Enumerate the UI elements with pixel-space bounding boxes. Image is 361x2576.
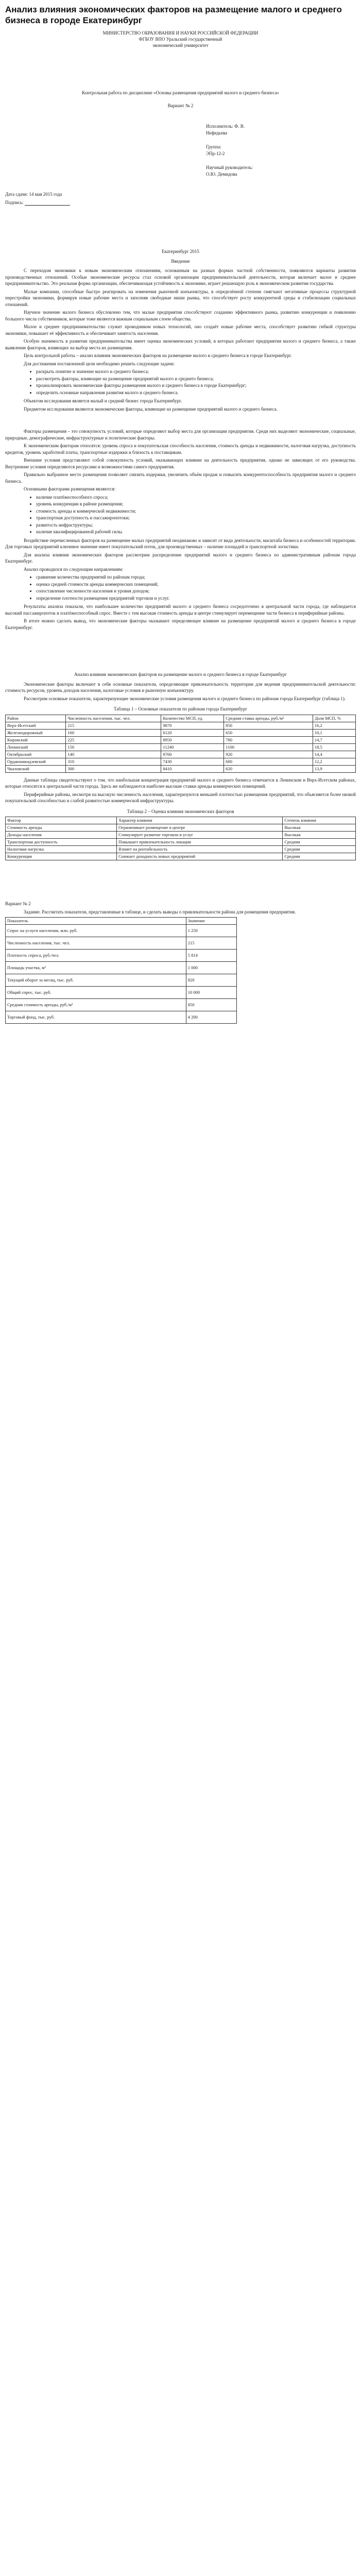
variant-label: Вариант № 2: [167, 103, 194, 108]
list-item: • наличие квалифицированной рабочей силы.: [36, 529, 356, 535]
supervisor-label: Научный руководитель:: [206, 165, 253, 170]
table-cell: Повышает привлекательность локации: [117, 839, 283, 846]
table-cell: 215: [186, 937, 236, 950]
table-cell: Транспортная доступность: [6, 839, 117, 846]
table-cell: 5 814: [186, 950, 236, 962]
list-item: • оценка средней стоимости аренды коммерческих помещений;: [36, 581, 356, 588]
table-row: [6, 824, 356, 832]
submission-date: Дата сдачи: 14 мая 2015 года: [5, 192, 62, 197]
list-item: • развитость инфраструктуры;: [36, 522, 356, 529]
signature-label: Подпись:: [5, 199, 24, 205]
table-header-cell: Значение: [186, 918, 236, 925]
section3-intro: Задание. Рассчитать показатели, представленные в таблице, и сделать выводы о привлекательности района для размещения предприятия.: [24, 909, 296, 914]
table-header-cell: Средняя ставка аренды, руб./м²: [224, 715, 313, 722]
list-item: • стоимость аренды и коммерческой недвижимости;: [36, 508, 356, 515]
section2-paragraph: Рассмотрим основные показатели, характеризующие экономические условия размещения малого и среднего бизнеса по районам города Екатеринбург (таблица 1).: [24, 696, 346, 701]
table-row: [6, 729, 356, 736]
districts-table: [5, 715, 356, 773]
intro-paragraph: Цель контрольной работы – анализ влияния экономических факторов на размещение малого и среднего бизнеса в городе Екатеринбург.: [24, 353, 292, 358]
list-item: • проанализировать экономические факторы размещения малого и среднего бизнеса в городе Екатеринбург;: [36, 382, 356, 389]
table-row: [6, 832, 356, 839]
intro-paragraph: Малое и среднее предпринимательство служит проводником новых технологий, оно создаёт новые рабочие места, способствует развитию гибкой структуры экономики, повышает её эффективность и обеспечивает занятость населения.: [5, 324, 356, 336]
table-row: [6, 853, 356, 860]
table-cell: 650: [224, 729, 313, 736]
tasks-list: [5, 368, 356, 396]
signature-block: [206, 123, 356, 178]
section1-closing: В итоге можно сделать вывод, что экономические факторы оказывают определяющее влияние на размещение предприятий малого и среднего бизнеса в городе Екатеринбург.: [5, 618, 356, 630]
table-header-cell: Район: [6, 715, 66, 722]
table-header-cell: Фактор: [6, 817, 117, 824]
supervisor-name: О.Ю. Демидова: [206, 172, 237, 177]
table1-title: Таблица 1 – Основные показатели по районам города Екатеринбург: [113, 706, 248, 711]
table-cell: Октябрьский: [6, 751, 66, 758]
table-header-cell: Доля МСП, %: [313, 715, 355, 722]
table-cell: Средняя стоимость аренды, руб./м²: [6, 999, 186, 1011]
table-cell: 300: [66, 765, 161, 772]
table-cell: 13,9: [313, 765, 355, 772]
table-row: [6, 987, 237, 999]
section2-title: Анализ влияния экономических факторов на размещение малого и среднего бизнеса в городе Екатеринбург: [74, 672, 287, 677]
table-row: [6, 1011, 237, 1024]
table-cell: 11240: [161, 743, 224, 751]
table-row: [6, 925, 237, 937]
factors-intro: Основными факторами размещения являются:: [24, 486, 116, 492]
list-item: • определение плотности размещения предприятий торговли и услуг.: [36, 595, 356, 602]
table-cell: 9870: [161, 722, 224, 729]
city-year: Екатеринбург 2015: [162, 249, 199, 254]
object-paragraph: Объектом исследования является малый и средний бизнес города Екатеринбург.: [24, 398, 182, 403]
table-cell: 8760: [161, 751, 224, 758]
table-cell: Влияет на рентабельность: [117, 846, 283, 853]
table-cell: Конкуренция: [6, 853, 117, 860]
table-cell: Доходы населения: [6, 832, 117, 839]
table-cell: 1 000: [186, 962, 236, 974]
table-row: [6, 962, 237, 974]
table-cell: Площадь участка, м²: [6, 962, 186, 974]
section2-paragraph: Периферийные районы, несмотря на высокую численность населения, характеризуются меньшей плотностью размещения предприятий, что объясняется более низкой покупательской способностью и слабой развитостью коммерческой инфраструктуры.: [5, 791, 356, 803]
table-cell: 215: [66, 722, 161, 729]
section1-paragraph: Внешние условия представляют собой совокупность условий, оказывающих влияние на деятельность предприятия, однако не зависящих от его руководства. Внутренние условия определяются ресурсами и возможностями самого предприятия.: [5, 457, 356, 469]
table-cell: 225: [66, 736, 161, 743]
table-cell: Снижает доходность новых предприятий: [117, 853, 283, 860]
table-cell: Средняя: [283, 846, 356, 853]
table-cell: 1 250: [186, 925, 236, 937]
page-title: Анализ влияния экономических факторов на размещение малого и среднего бизнеса в городе Екатеринбург: [5, 5, 342, 25]
table-header-cell: Степень влияния: [283, 817, 356, 824]
table-cell: Стимулирует развитие торговли и услуг: [117, 832, 283, 839]
table-row: [6, 846, 356, 853]
table-row: [6, 839, 356, 846]
table-cell: Высокая: [283, 832, 356, 839]
table-row: [6, 751, 356, 758]
table-cell: 8410: [161, 765, 224, 772]
ministry-line: экономический университет: [152, 43, 209, 48]
intro-title: Введение: [171, 258, 190, 264]
table-cell: Текущий оборот за месяц, тыс. руб.: [6, 974, 186, 987]
table-cell: Кировский: [6, 736, 66, 743]
table-cell: 7430: [161, 758, 224, 765]
table-cell: 780: [224, 736, 313, 743]
table-cell: Верх-Исетский: [6, 722, 66, 729]
table-cell: Железнодорожный: [6, 729, 66, 736]
table-header-cell: Показатель: [6, 918, 186, 925]
table-cell: Общий спрос, тыс. руб.: [6, 987, 186, 999]
table-cell: Налоговая нагрузка: [6, 846, 117, 853]
table-row: [6, 950, 237, 962]
table-cell: 920: [224, 751, 313, 758]
table-header-cell: Количество МСП, ед.: [161, 715, 224, 722]
intro-paragraph: Особую значимость в развитии предпринимательства имеет оценка экономических условий, в которых работают предприятия малого и среднего бизнеса, а также выявление факторов, влияющих на выбор места их размещения.: [5, 338, 356, 350]
list-item: • сравнение количества предприятий по районам города;: [36, 574, 356, 581]
tasks-intro: Для достижения поставленной цели необходимо решить следующие задачи:: [24, 361, 175, 366]
table-cell: 850: [224, 722, 313, 729]
signature-line: [5, 199, 356, 206]
intro-paragraph: Научное значение малого бизнеса обусловлено тем, что малые предприятия способствуют созданию эффективного рынка, развитию конкуренции и появлению большого числа собственников, которые тоже являются важным социальным слоем общества.: [5, 310, 356, 321]
table2-title: Таблица 2 – Оценка влияния экономических факторов: [127, 808, 234, 814]
ministry-block: [5, 30, 356, 48]
table-cell: 14,7: [313, 736, 355, 743]
table-cell: 1100: [224, 743, 313, 751]
table-row: [6, 765, 356, 772]
table-cell: Спрос на услуги населения, млн. руб.: [6, 925, 186, 937]
table-cell: 6120: [161, 729, 224, 736]
table-cell: 14,4: [313, 751, 355, 758]
table-cell: 620: [224, 765, 313, 772]
list-item: • уровень конкуренции в районе размещения;: [36, 501, 356, 507]
table-cell: Чкаловский: [6, 765, 66, 772]
table-cell: 18,5: [313, 743, 355, 751]
list-item: • наличие платёжеспособного спроса;: [36, 494, 356, 501]
table-cell: 820: [186, 974, 236, 987]
document-page: [0, 0, 361, 1040]
table-cell: 10 000: [186, 987, 236, 999]
table-header-cell: Численность населения, тыс. чел.: [66, 715, 161, 722]
intro-paragraph: С переходом экономики к новым экономическим отношениям, основанным на разных формах частной собственности, появляются варианты развития производственных отношений. Особые экономические ресурсы стал основой организации предпринимательской деятельности, которая включает малое и среднее предпринимательство. Это реальная форма организации, обеспечивающая устойчивость к экономике, играет решающую роль в экономическом развитии государства.: [5, 268, 356, 286]
section3-variant: Вариант № 2: [5, 901, 31, 906]
intro-paragraph: Малые компании, способные быстро реагировать на изменения рыночной конъюнктуры, в определённой степени смягчают негативные процессы структурной перестройки экономики, формируя новые рабочие места и заполняя свободные ниши рынка, что способствует росту конкурентной среды и стабилизации социальных отношений.: [5, 289, 356, 307]
table-cell: Численность населения, тыс. чел.: [6, 937, 186, 950]
analysis-intro: Анализ проводился по следующим направлениям:: [24, 566, 124, 572]
subject-paragraph: Предметом исследования являются экономические факторы, влияющие на размещение предприятий малого и среднего бизнеса.: [24, 406, 278, 412]
table-cell: 140: [66, 751, 161, 758]
table-cell: Ленинский: [6, 743, 66, 751]
section1-paragraph: Для анализа влияния экономических факторов рассмотрим распределение предприятий малого и среднего бизнеса по административным районам города Екатеринбург.: [5, 552, 356, 564]
table-cell: Ограничивает размещение в центре: [117, 824, 283, 832]
factors-list: [5, 494, 356, 535]
factors-table: [5, 817, 356, 860]
ministry-line: ФГБОУ ВПО Уральский государственный: [139, 37, 222, 42]
table-row: [6, 743, 356, 751]
table-cell: Торговый фонд, тыс. руб.: [6, 1011, 186, 1024]
table-header-row: [6, 918, 237, 925]
table-cell: Высокая: [283, 824, 356, 832]
table-row: [6, 937, 237, 950]
table-header-cell: Характер влияния: [117, 817, 283, 824]
table-row: [6, 999, 237, 1011]
section1-closing: Результаты анализа показали, что наибольшее количество предприятий малого и среднего бизнеса сосредоточено в центральной части города, где наблюдается высокий пассажиропоток и платёжеспособный спрос. Вместе с тем высокая стоимость аренды в центре стимулирует перемещение части бизнеса в периферийные районы.: [5, 604, 356, 616]
table-cell: Орджоникидзевский: [6, 758, 66, 765]
table-cell: 310: [66, 758, 161, 765]
document-body: [5, 30, 356, 1024]
table-row: [6, 722, 356, 729]
table-cell: 600: [224, 758, 313, 765]
table-cell: Стоимость аренды: [6, 824, 117, 832]
table-cell: 8950: [161, 736, 224, 743]
table-cell: 850: [186, 999, 236, 1011]
section1-paragraph: Правильно выбранное место размещения позволяет снизить издержки, увеличить объём продаж и повысить конкурентоспособность предприятия малого и среднего бизнеса.: [5, 472, 356, 484]
table-row: [6, 736, 356, 743]
group-value: ЭПр-12-2: [206, 151, 225, 156]
list-item: • транспортная доступность и пассажиропотоки;: [36, 515, 356, 521]
list-item: • раскрыть понятие и значение малого и среднего бизнеса;: [36, 368, 356, 375]
table-cell: Плотность спроса, руб./чел.: [6, 950, 186, 962]
table-cell: Средняя: [283, 853, 356, 860]
ministry-line: МИНИСТЕРСТВО ОБРАЗОВАНИЯ И НАУКИ РОССИЙСКОЙ ФЕДЕРАЦИИ: [102, 30, 259, 36]
section1-paragraph: Воздействие перечисленных факторов на размещение малых предприятий неодинаково и зависит от вида деятельности, масштаба бизнеса и особенностей территории. Для торговых предприятий ключевое значение имеет покупательский поток, для производственных – наличие площадей и транспортной логистики.: [5, 537, 356, 549]
group-label: Группа:: [206, 144, 221, 149]
section1-paragraph: К экономическим факторам относятся: уровень спроса и покупательская способность населения, стоимость аренды и недвижимости, налоговая нагрузка, доступность кредитов, уровень заработной платы, транспортные издержки и близость к поставщикам.: [5, 443, 356, 455]
table-header-row: [6, 817, 356, 824]
table-row: [6, 758, 356, 765]
table-cell: 10,1: [313, 729, 355, 736]
table-cell: Средняя: [283, 839, 356, 846]
executor-name: Нефедьева: [206, 130, 228, 135]
list-item: • определить основные направления развития малого и среднего бизнеса.: [36, 389, 356, 396]
section2-paragraph: Данные таблицы свидетельствуют о том, что наибольшая концентрация предприятий малого и среднего бизнеса отмечается в Ленинском и Верх-Исетском районах, которые относятся к центральной части города. Здесь же наблюдаются наиболее высокие ставки аренды коммерческих помещений.: [5, 777, 356, 789]
table-cell: 4 200: [186, 1011, 236, 1024]
section2-paragraph: Экономические факторы включают в себя основные показатели, определяющие привлекательность территории для ведения предпринимательской деятельности: стоимость ресурсов, уровень доходов населения, налоговые условия и рыночную конъюнктуру.: [5, 681, 356, 693]
table-header-row: [6, 715, 356, 722]
calculation-table: [5, 917, 237, 1024]
executor-label: Исполнитель: Ф. В.: [206, 124, 245, 129]
table-cell: 150: [66, 743, 161, 751]
list-item: • рассмотреть факторы, влияющие на размещение предприятий малого и среднего бизнеса;: [36, 376, 356, 382]
table-cell: 160: [66, 729, 161, 736]
signature-blank: [25, 200, 70, 206]
work-title: Контрольная работа по дисциплине «Основы размещения предприятий малого и среднего бизнеса»: [82, 90, 279, 95]
list-item: • сопоставление численности населения и уровня доходов;: [36, 588, 356, 595]
table-cell: 12,2: [313, 758, 355, 765]
analysis-list: [5, 574, 356, 601]
section1-paragraph: Факторы размещения – это совокупность условий, которые определяют выбор места для организации предприятия. Среди них выделяют экономические, социальные, природные, демографические, инфраструктурные и политические факторы.: [5, 429, 356, 440]
table-cell: 16,2: [313, 722, 355, 729]
table-row: [6, 974, 237, 987]
